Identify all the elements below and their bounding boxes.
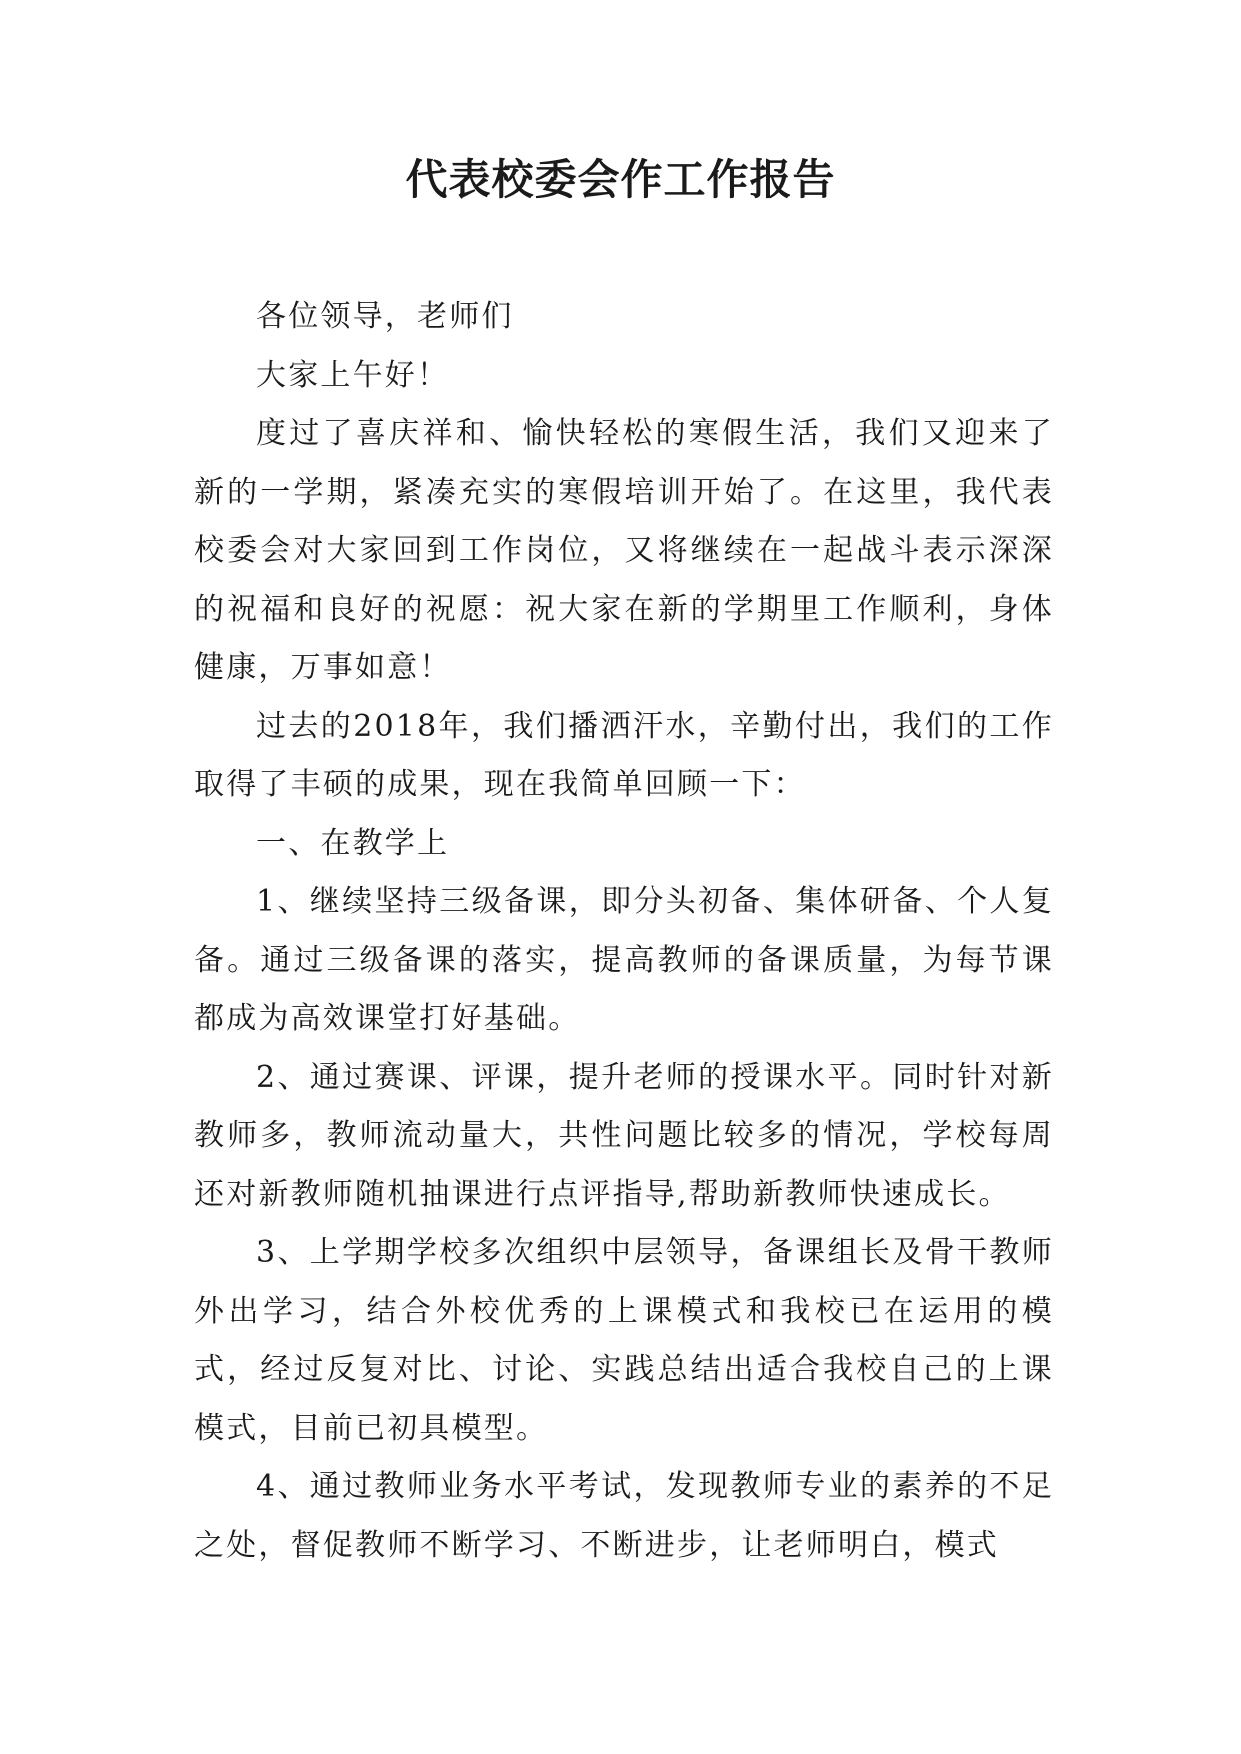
document-title: 代表校委会作工作报告 <box>405 155 836 204</box>
section-heading: 一、在教学上 <box>256 825 450 861</box>
body-paragraph: 过去的2018年，我们播洒汗水，辛勤付出，我们的工作取得了丰硕的成果，现在我简单回顾一下： <box>194 708 1054 802</box>
body-paragraph: 度过了喜庆祥和、愉快轻松的寒假生活，我们又迎来了新的一学期，紧凑充实的寒假培训开始了。在这里，我代表校委会对大家回到工作岗位，又将继续在一起战斗表示深深的祝福和良好的祝愿：祝大家在新的学期里工作顺利，身体健康，万事如意！ <box>194 416 1054 685</box>
list-item-paragraph: 4、通过教师业务水平考试，发现教师专业的素养的不足之处，督促教师不断学习、不断进步，让老师明白，模式 <box>194 1469 1054 1563</box>
list-item-paragraph: 3、上学期学校多次组织中层领导，备课组长及骨干教师外出学习，结合外校优秀的上课模式和我校已在运用的模式，经过反复对比、讨论、实践总结出适合我校自己的上课模式，目前已初具模型。 <box>194 1235 1054 1446</box>
list-item-paragraph: 2、通过赛课、评课，提升老师的授课水平。同时针对新教师多，教师流动量大，共性问题比较多的情况，学校每周还对新教师随机抽课进行点评指导,帮助新教师快速成长。 <box>194 1059 1054 1212</box>
document-body <box>194 288 1054 1575</box>
list-item-paragraph: 1、继续坚持三级备课，即分头初备、集体研备、个人复备。通过三级备课的落实，提高教师的备课质量，为每节课都成为高效课堂打好基础。 <box>194 884 1054 1036</box>
salutation-paragraph: 大家上午好！ <box>256 357 450 393</box>
greeting-paragraph: 各位领导，老师们 <box>256 299 514 334</box>
